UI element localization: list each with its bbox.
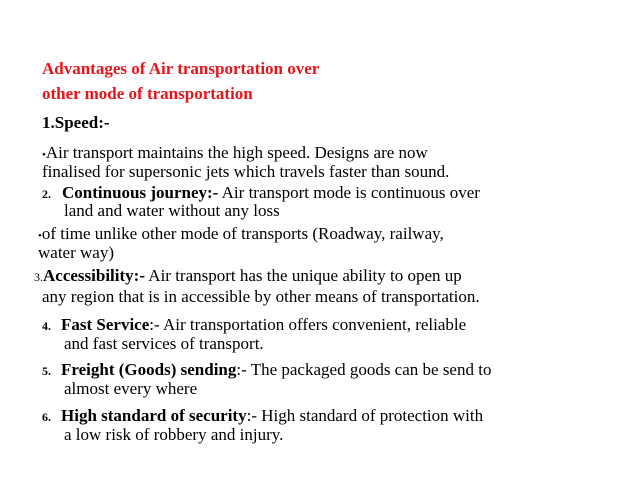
security-line-2: a low risk of robbery and injury.	[64, 425, 284, 444]
fast-service-heading: Fast Service	[61, 315, 150, 334]
accessibility-line-1	[34, 266, 462, 287]
security-line-1	[42, 406, 483, 427]
freight-line-1	[42, 360, 491, 381]
item-number: 4.	[42, 319, 51, 333]
item-number: 2.	[42, 187, 51, 201]
slide-title-line-1: Advantages of Air transportation over	[42, 59, 320, 78]
accessibility-line-2: any region that is in accessible by other means of transportation.	[42, 287, 480, 306]
freight-line-2: almost every where	[64, 379, 198, 398]
freight-text: :- The packaged goods can be send to	[236, 360, 492, 379]
fast-service-line-2: and fast services of transport.	[64, 334, 264, 353]
item-number: 5.	[42, 364, 51, 378]
security-heading: High standard of security	[61, 406, 247, 425]
bullet-icon: •	[38, 230, 42, 242]
continuous-text: Air transport mode is continuous over	[218, 183, 480, 202]
item-number: 6.	[42, 410, 51, 424]
slide-title-line-2: other mode of transportation	[42, 84, 253, 103]
accessibility-heading: Accessibility:-	[43, 266, 145, 285]
freight-heading: Freight (Goods) sending	[61, 360, 237, 379]
accessibility-text: Air transport has the unique ability to open up	[144, 266, 462, 285]
speed-text: Air transport maintains the high speed. Designs are now	[45, 143, 428, 162]
fast-service-text: :- Air transportation offers convenient, reliable	[149, 315, 467, 334]
continuous-text-3: of time unlike other mode of transports (Roadway, railway,	[41, 224, 444, 243]
fast-service-line-1	[42, 315, 466, 336]
speed-heading: 1.Speed:-	[42, 113, 110, 132]
continuous-line-2: land and water without any loss	[64, 201, 280, 220]
bullet-icon: •	[42, 149, 46, 161]
continuous-heading: Continuous journey:-	[62, 183, 219, 202]
continuous-line-4: water way)	[38, 243, 114, 262]
security-text: :- High standard of protection with	[246, 406, 484, 425]
speed-text-line-2: finalised for supersonic jets which travels faster than sound.	[42, 162, 450, 181]
item-number: 3.	[34, 270, 43, 284]
